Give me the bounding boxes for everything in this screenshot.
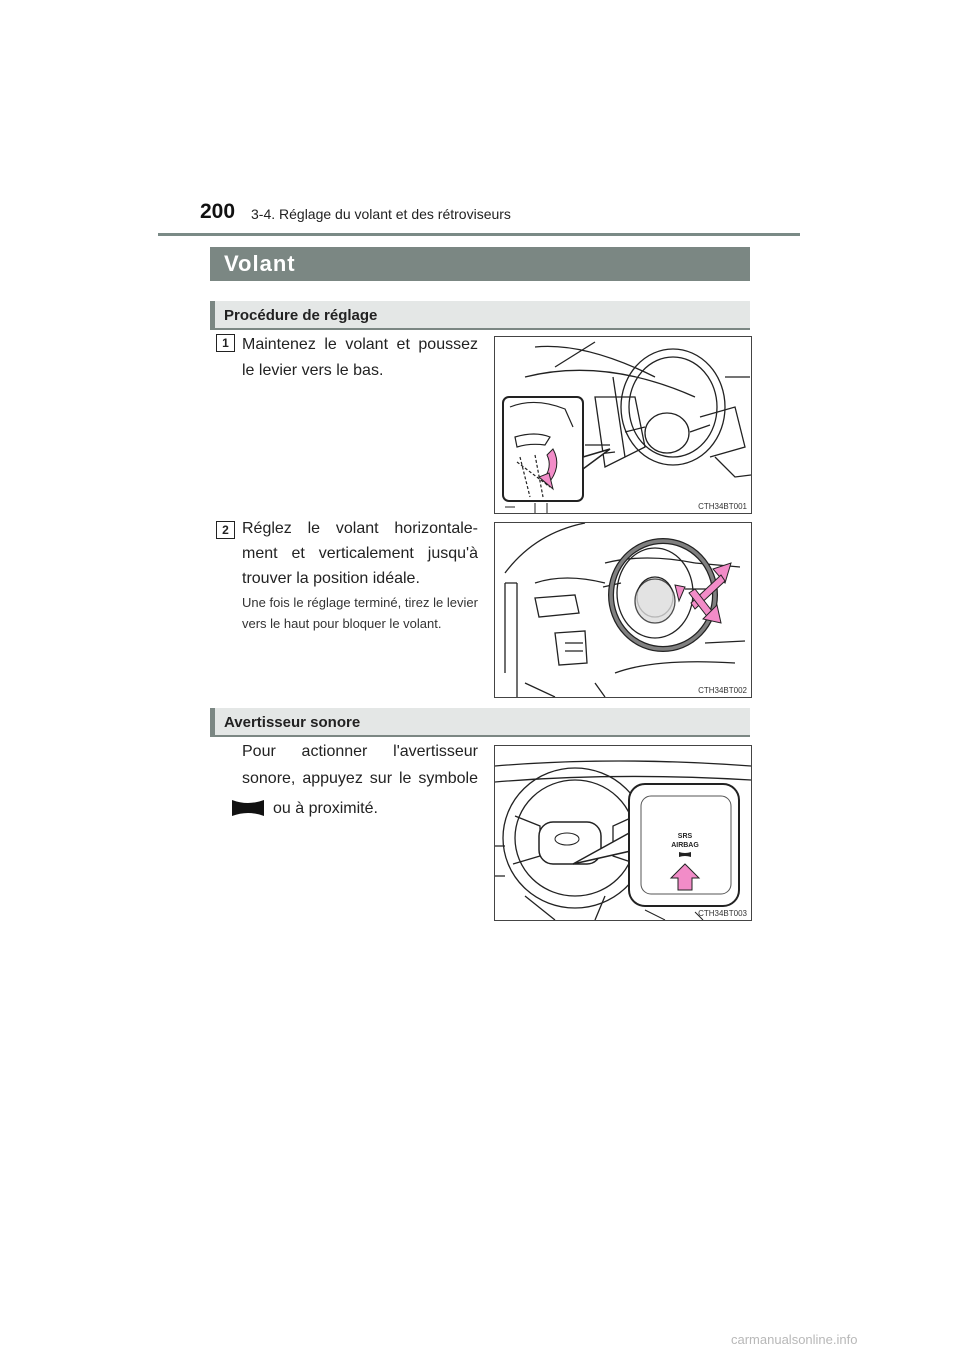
running-header: 3-4. Réglage du volant et des rétroviseurs bbox=[251, 206, 511, 222]
step-number-2: 2 bbox=[216, 521, 235, 539]
adjust-illustration bbox=[495, 523, 751, 697]
horn-heading: Avertisseur sonore bbox=[224, 714, 361, 731]
horn-icon bbox=[228, 797, 268, 819]
header-rule bbox=[158, 233, 800, 236]
figure-code-3: CTH34BT003 bbox=[698, 909, 747, 918]
airbag-label-airbag: AIRBAG bbox=[671, 842, 699, 849]
figure-adjust bbox=[494, 522, 752, 698]
watermark[interactable]: carmanualsonline.info bbox=[731, 1332, 858, 1347]
step-2-note: Une fois le réglage terminé, tirez le levier vers le haut pour bloquer le volant. bbox=[242, 595, 478, 631]
horn-text-line1: Pour actionner l'avertisseur bbox=[242, 743, 478, 760]
horn-text-line2: sonore, appuyez sur le symbole bbox=[242, 770, 478, 787]
section-title: Volant bbox=[224, 251, 296, 276]
figure-code-1: CTH34BT001 bbox=[698, 502, 747, 511]
procedure-heading-bar bbox=[210, 301, 750, 330]
step-number-1: 1 bbox=[216, 334, 235, 352]
horn-heading-bar bbox=[210, 708, 750, 737]
step-2-text: Réglez le volant horizontale-ment et verticalement jusqu'à trouver la position idéale. bbox=[242, 520, 478, 587]
figure-horn bbox=[494, 745, 752, 921]
horn-text-line3: ou à proximité. bbox=[273, 800, 378, 817]
step-1-text: Maintenez le volant et poussez le levier vers le bas. bbox=[242, 336, 478, 379]
horn-illustration bbox=[495, 746, 751, 920]
figure-lever bbox=[494, 336, 752, 514]
airbag-label-srs: SRS bbox=[677, 833, 693, 840]
section-title-bar bbox=[210, 247, 750, 281]
procedure-heading: Procédure de réglage bbox=[224, 307, 378, 324]
page-number: 200 bbox=[200, 200, 236, 223]
lever-illustration bbox=[495, 337, 751, 513]
figure-code-2: CTH34BT002 bbox=[698, 686, 747, 695]
